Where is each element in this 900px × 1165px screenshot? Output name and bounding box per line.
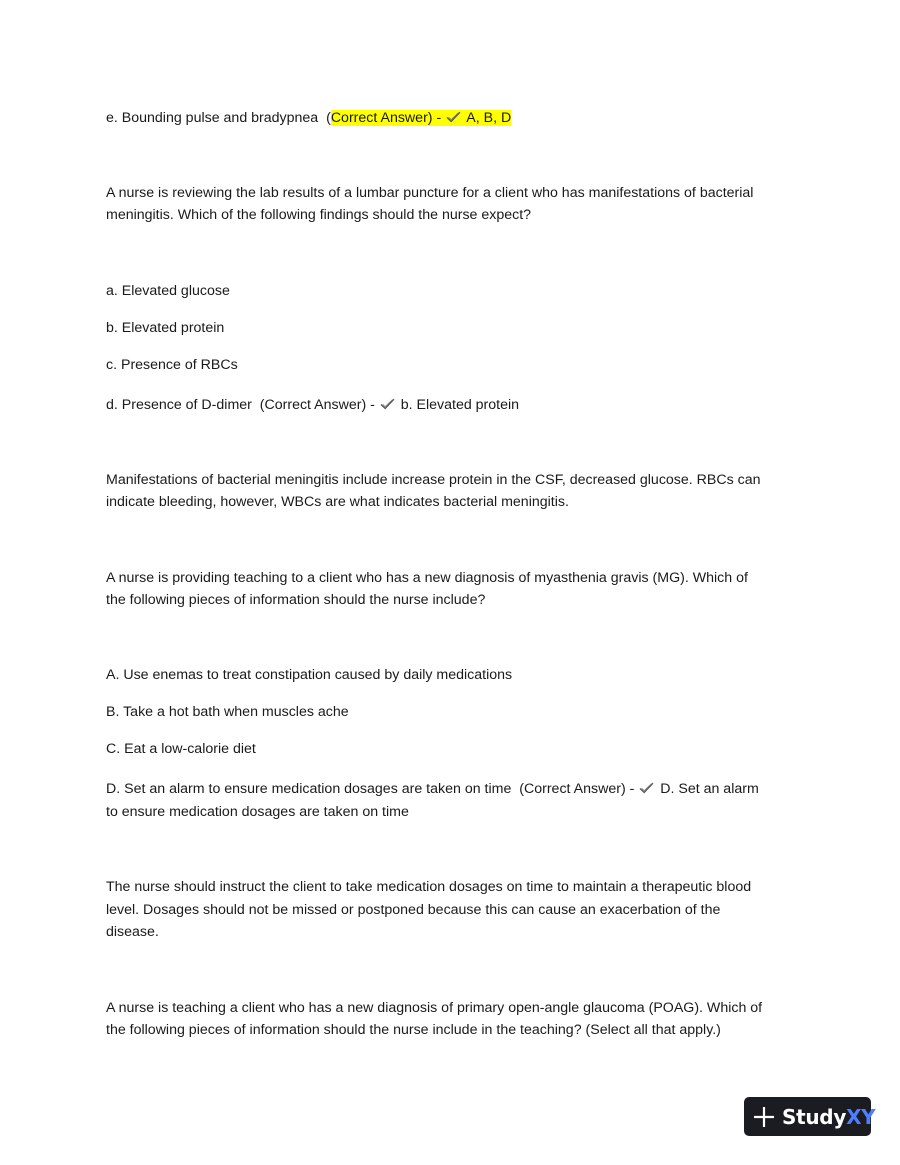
- q2-option-c: C. Eat a low-calorie diet: [106, 741, 256, 757]
- q0-option-e-line: [106, 107, 796, 130]
- q1-rationale-line2: indicate bleeding, however, WBCs are what indicates bacterial meningitis.: [106, 494, 569, 510]
- q2-option-d: D. Set an alarm to ensure medication dosages are taken on time (Correct Answer) -: [106, 781, 639, 797]
- q2-rationale-line3: disease.: [106, 924, 159, 940]
- q2-stem-line1: A nurse is providing teaching to a client who has a new diagnosis of myasthenia gravis (MG). Which of: [106, 570, 748, 586]
- q3-stem-line1: A nurse is teaching a client who has a new diagnosis of primary open-angle glaucoma (POAG). Which of: [106, 1000, 763, 1016]
- q1-option-d: d. Presence of D-dimer (Correct Answer) -: [106, 397, 379, 413]
- checkmark-icon: [446, 111, 461, 123]
- q3-stem-line2: the following pieces of information should the nurse include in the teaching? (Select all that apply.): [106, 1022, 721, 1038]
- checkmark-icon: [380, 398, 395, 410]
- q1-option-a: a. Elevated glucose: [106, 283, 230, 299]
- checkmark-icon: [639, 782, 654, 794]
- studyxy-logo-badge[interactable]: [744, 1097, 876, 1136]
- q2-rationale-line1: The nurse should instruct the client to take medication dosages on time to maintain a therapeutic blood: [106, 879, 752, 895]
- q0-correct-answer-highlight: [331, 110, 511, 126]
- q2-option-a: A. Use enemas to treat constipation caused by daily medications: [106, 667, 513, 683]
- brand-name: [782, 1105, 875, 1129]
- q0-option-e: e. Bounding pulse and bradypnea (: [106, 110, 331, 126]
- q2-rationale-line2: level. Dosages should not be missed or postponed because this can cause an exacerbation of the: [106, 902, 721, 918]
- brand-main: Study: [782, 1104, 847, 1129]
- q1-correct-answer: b. Elevated protein: [396, 397, 520, 413]
- q2-stem-line2: the following pieces of information should the nurse include?: [106, 592, 486, 608]
- q1-option-b: b. Elevated protein: [106, 320, 225, 336]
- q0-answer-prefix: Correct Answer) -: [330, 110, 446, 126]
- q0-answer-suffix: A, B, D: [463, 110, 512, 126]
- q2-option-d-line2: to ensure medication dosages are taken on time: [106, 804, 409, 820]
- q2-option-b: B. Take a hot bath when muscles ache: [106, 704, 349, 720]
- brand-accent: XY: [846, 1104, 876, 1129]
- q2-option-d-line: [106, 778, 796, 801]
- q2-correct-answer: D. Set an alarm: [656, 781, 759, 797]
- q1-stem-line2: meningitis. Which of the following findings should the nurse expect?: [106, 207, 532, 223]
- q1-rationale-line1: Manifestations of bacterial meningitis include increase protein in the CSF, decreased glucose. RBCs can: [106, 472, 761, 488]
- plus-icon: [752, 1105, 776, 1129]
- q1-stem-line1: A nurse is reviewing the lab results of a lumbar puncture for a client who has manifestations of bacterial: [106, 185, 754, 201]
- q1-option-d-line: [106, 394, 796, 417]
- q1-option-c: c. Presence of RBCs: [106, 357, 238, 373]
